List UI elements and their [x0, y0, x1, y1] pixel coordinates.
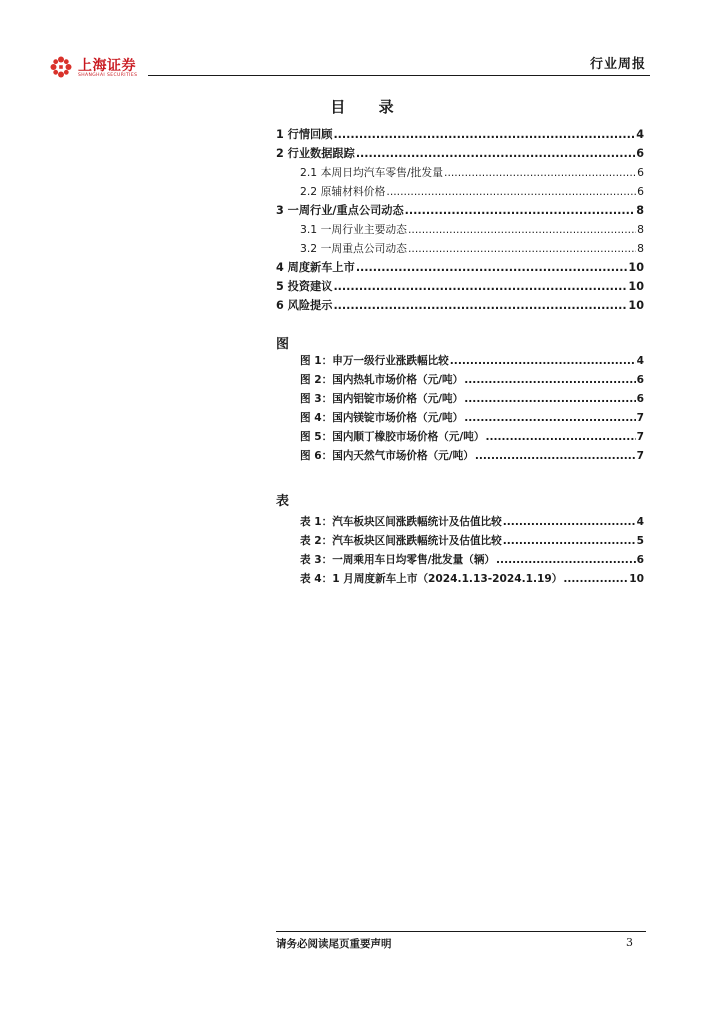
toc-entry-page: 4 [636, 128, 644, 141]
figure-entry-label: 图 1：申万一级行业涨跌幅比较 [300, 355, 449, 367]
table-entry-label: 表 2：汽车板块区间涨跌幅统计及估值比较 [300, 535, 502, 547]
toc-entry-page: 8 [636, 204, 644, 217]
toc-entry-page: 6 [637, 185, 644, 198]
toc-entry-label: 4 周度新车上市 [276, 261, 355, 274]
figure-entry-label: 图 4：国内镁锭市场价格（元/吨） [300, 412, 464, 424]
leader-dots [503, 532, 636, 550]
figure-entry-page: 6 [636, 393, 644, 405]
toc-entry[interactable] [276, 145, 644, 163]
toc-entry-page: 8 [637, 242, 644, 255]
brand-logo [50, 54, 160, 78]
header-divider [148, 75, 650, 76]
leader-dots [356, 259, 628, 277]
toc-entry-page: 8 [637, 223, 644, 236]
toc-entry-page: 10 [628, 299, 644, 312]
table-entry-page: 10 [629, 573, 644, 585]
toc-entry-page: 10 [628, 280, 644, 293]
table-entry[interactable] [300, 570, 644, 588]
figure-entry-label: 图 3：国内铝锭市场价格（元/吨） [300, 393, 464, 405]
toc-entry[interactable] [276, 297, 644, 315]
page-header [48, 50, 650, 80]
table-entry[interactable] [300, 532, 644, 550]
toc-entry[interactable] [276, 259, 644, 277]
logo-emblem-icon [50, 56, 72, 78]
table-entry-page: 5 [636, 535, 644, 547]
figure-entry-page: 7 [636, 450, 644, 462]
toc-entry-label: 6 风险提示 [276, 299, 333, 312]
figure-entry-page: 7 [636, 412, 644, 424]
toc-entry-label: 3.1 一周行业主要动态 [300, 223, 407, 236]
table-entry[interactable] [300, 551, 644, 569]
toc-entry-label: 1 行情回顾 [276, 128, 333, 141]
leader-dots [464, 371, 635, 389]
table-entry-label: 表 4：1 月周度新车上市（2024.1.13-2024.1.19） [300, 573, 563, 585]
leader-dots [496, 551, 636, 569]
toc-subentry[interactable] [300, 183, 644, 201]
table-entry[interactable] [300, 513, 644, 531]
toc-entry-label: 3.2 一周重点公司动态 [300, 242, 407, 255]
toc-entry[interactable] [276, 126, 644, 144]
leader-dots [444, 164, 636, 182]
toc-entry[interactable] [276, 278, 644, 296]
toc-entry-label: 2 行业数据跟踪 [276, 147, 355, 160]
figure-entry-label: 图 5：国内顺丁橡胶市场价格（元/吨） [300, 431, 485, 443]
toc-entry-label: 3 一周行业/重点公司动态 [276, 204, 404, 217]
footer-divider [276, 931, 646, 932]
table-entry-label: 表 1：汽车板块区间涨跌幅统计及估值比较 [300, 516, 502, 528]
leader-dots [405, 202, 636, 220]
leader-dots [356, 145, 635, 163]
disclaimer-note: 请务必阅读尾页重要声明 [276, 938, 392, 950]
toc-entry-label: 2.1 本周日均汽车零售/批发量 [300, 166, 444, 179]
brand-name: 上海证券 [78, 58, 136, 74]
leader-dots [475, 447, 636, 465]
leader-dots [333, 126, 635, 144]
toc-entry-page: 10 [628, 261, 644, 274]
table-entry-label: 表 3：一周乘用车日均零售/批发量（辆） [300, 554, 496, 566]
toc-subentry[interactable] [300, 221, 644, 239]
figure-entry[interactable] [300, 447, 644, 465]
figure-entry[interactable] [300, 371, 644, 389]
brand-name-en: SHANGHAI SECURITIES [78, 73, 138, 78]
toc-entry-label: 2.2 原辅材料价格 [300, 185, 386, 198]
toc-entry-label: 5 投资建议 [276, 280, 333, 293]
toc-subentry[interactable] [300, 240, 644, 258]
leader-dots [450, 352, 636, 370]
figure-entry[interactable] [300, 390, 644, 408]
page-number: 3 [626, 936, 633, 949]
leader-dots [408, 221, 636, 239]
figure-entry[interactable] [300, 409, 644, 427]
leader-dots [563, 570, 628, 588]
figures-heading: 图 [276, 337, 290, 352]
table-entry-page: 4 [636, 516, 644, 528]
leader-dots [333, 278, 627, 296]
toc-entry-page: 6 [637, 166, 644, 179]
toc-title: 目 录 [330, 98, 408, 116]
tables-heading: 表 [276, 494, 290, 509]
toc-entry-page: 6 [636, 147, 644, 160]
leader-dots [503, 513, 636, 531]
leader-dots [386, 183, 636, 201]
leader-dots [464, 390, 635, 408]
figure-entry-label: 图 2：国内热轧市场价格（元/吨） [300, 374, 464, 386]
leader-dots [485, 428, 635, 446]
figure-entry-label: 图 6：国内天然气市场价格（元/吨） [300, 450, 474, 462]
table-entry-page: 6 [636, 554, 644, 566]
leader-dots [464, 409, 635, 427]
figure-entry-page: 4 [636, 355, 644, 367]
figure-entry[interactable] [300, 428, 644, 446]
leader-dots [333, 297, 627, 315]
leader-dots [408, 240, 636, 258]
toc-subentry[interactable] [300, 164, 644, 182]
report-type-label: 行业周报 [589, 57, 646, 72]
figure-entry[interactable] [300, 352, 644, 370]
toc-entry[interactable] [276, 202, 644, 220]
figure-entry-page: 6 [636, 374, 644, 386]
figure-entry-page: 7 [636, 431, 644, 443]
